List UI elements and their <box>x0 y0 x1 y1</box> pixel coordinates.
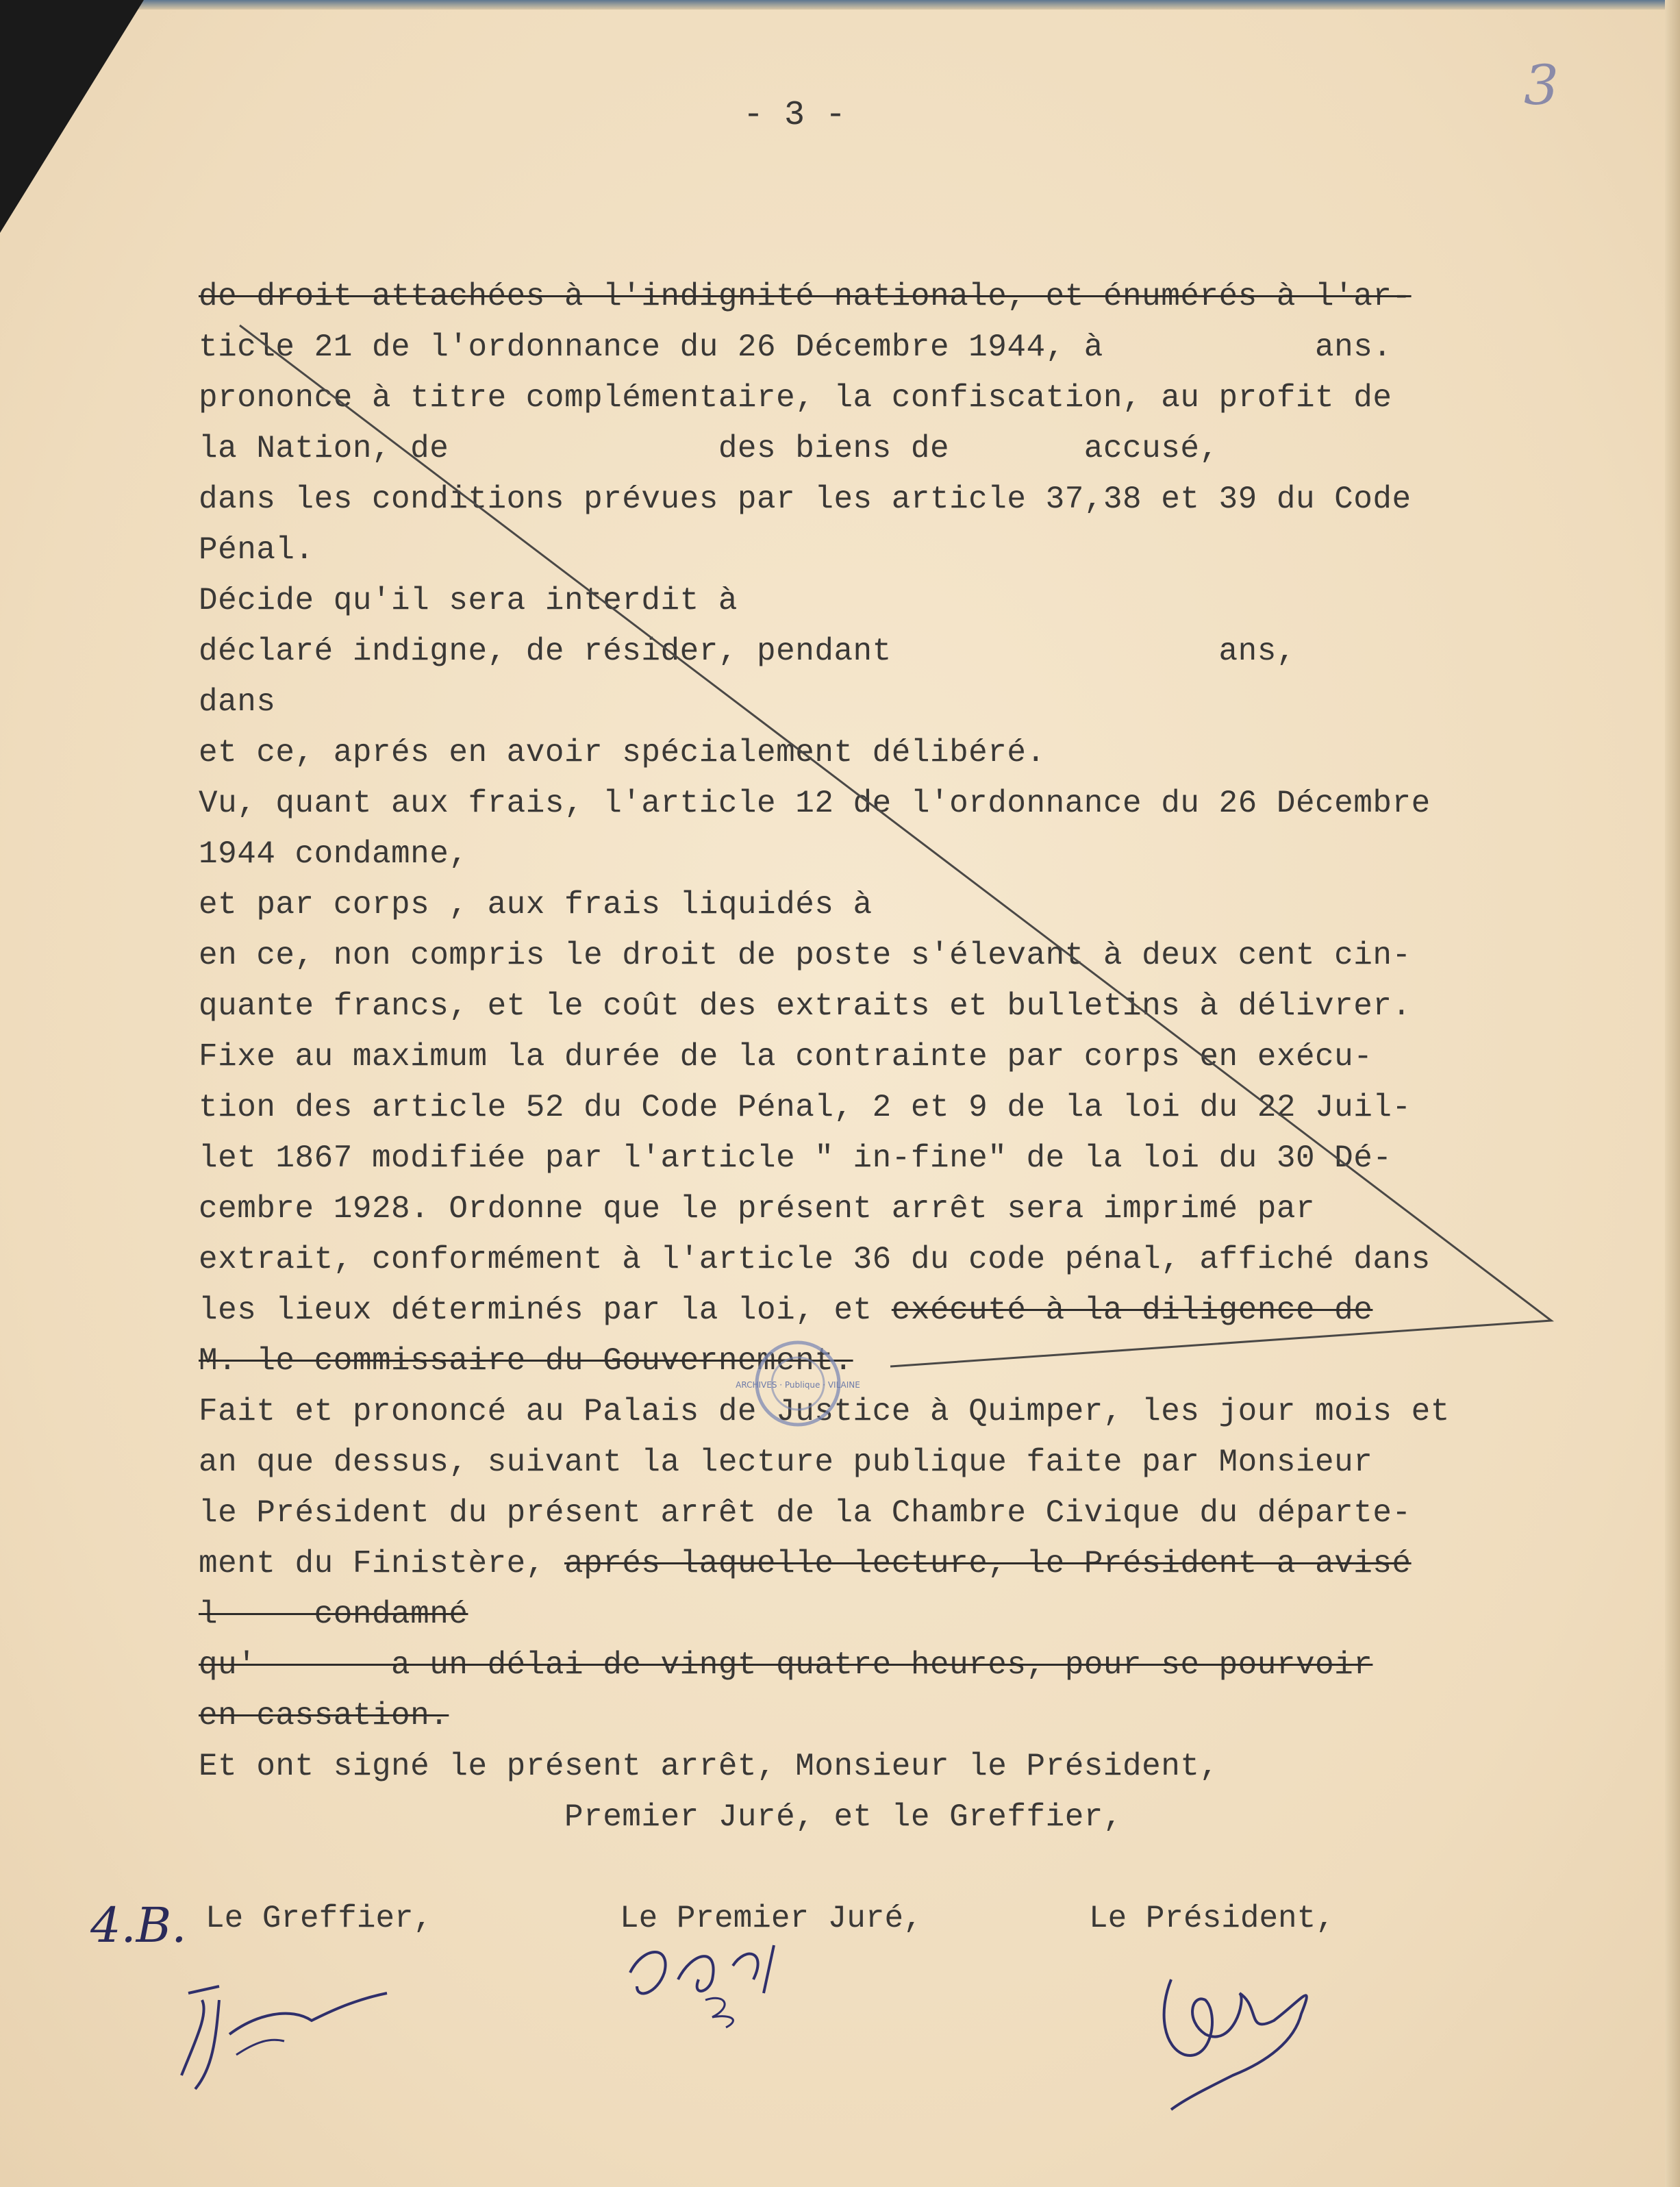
text-segment: Vu, quant aux frais, l'article 12 de l'ordonnance du 26 Décembre <box>199 786 1431 821</box>
struck-text-segment: l condamné <box>199 1597 468 1632</box>
text-segment: ticle 21 de l'ordonnance du 26 Décembre 1944, à ans. <box>199 329 1392 365</box>
stamp-text: ARCHIVES · Publique · VILAINE <box>736 1380 860 1390</box>
text-line <box>199 1038 1372 1076</box>
text-line <box>199 1646 1372 1684</box>
text-line <box>199 1240 1431 1279</box>
text-line <box>199 429 1219 468</box>
text-line <box>199 835 468 873</box>
text-line <box>199 277 1412 316</box>
premier-jure-label: Le Premier Juré, <box>620 1901 923 1936</box>
text-segment: Premier Juré, et le Greffier, <box>199 1799 1123 1835</box>
text-segment: Fixe au maximum la durée de la contrainte par corps en exécu- <box>199 1039 1373 1075</box>
text-segment: la Nation, de des biens de accusé, <box>199 431 1219 466</box>
torn-corner <box>0 0 144 233</box>
text-line <box>199 582 738 620</box>
right-edge-strip <box>1665 0 1680 2187</box>
text-segment: 1944 condamne, <box>199 836 468 872</box>
struck-text-segment: qu' a un délai de vingt quatre heures, pour se pourvoir <box>199 1647 1373 1683</box>
president-signature <box>1144 1959 1363 2123</box>
text-line <box>199 784 1431 823</box>
struck-text-segment: M. le commissaire du Gouvernement. <box>199 1343 853 1379</box>
struck-text-segment: exécuté à la diligence de <box>891 1292 1373 1328</box>
text-line <box>199 632 1296 671</box>
text-line <box>199 1291 1372 1329</box>
text-line <box>199 1595 468 1634</box>
struck-text-segment: aprés laquelle lecture, le Président a avisé <box>564 1546 1412 1582</box>
text-segment: tion des article 52 du Code Pénal, 2 et 9 de la loi du 22 Juil- <box>199 1090 1412 1125</box>
text-line <box>199 531 314 569</box>
text-segment: ment du Finistère, <box>199 1546 564 1582</box>
text-line <box>199 328 1392 366</box>
text-line <box>199 1443 1372 1482</box>
greffier-initials: 4.B. <box>90 1897 187 1953</box>
text-segment: déclaré indigne, de résider, pendant ans, <box>199 634 1296 669</box>
text-segment: Décide qu'il sera interdit à <box>199 583 738 618</box>
text-segment: let 1867 modifiée par l'article " in-fine" de la loi du 30 Dé- <box>199 1140 1392 1176</box>
text-segment: Et ont signé le présent arrêt, Monsieur le Président, <box>199 1749 1219 1784</box>
text-line <box>199 1190 1315 1228</box>
text-segment: les lieux déterminés par la loi, et <box>199 1292 892 1328</box>
text-segment: et ce, aprés en avoir spécialement délibéré. <box>199 735 1046 771</box>
text-segment: et par corps , aux frais liquidés à <box>199 887 873 923</box>
archive-page-number: 3 <box>1524 53 1559 117</box>
president-label: Le Président, <box>1089 1901 1335 1936</box>
archive-stamp <box>736 1339 860 1428</box>
struck-text-segment: en cassation. <box>199 1698 449 1734</box>
text-line <box>199 886 873 924</box>
text-line <box>199 1139 1392 1177</box>
greffier-label: Le Greffier, <box>205 1901 433 1936</box>
text-segment: extrait, conformément à l'article 36 du code pénal, affiché dans <box>199 1242 1431 1277</box>
text-segment: quante francs, et le coût des extraits et bulletins à délivrer. <box>199 988 1412 1024</box>
text-segment: le Président du présent arrêt de la Chambre Civique du départe- <box>199 1495 1412 1531</box>
text-line <box>199 1088 1412 1127</box>
text-line <box>199 936 1412 975</box>
text-line <box>199 379 1392 417</box>
greffier-signature <box>154 1973 414 2096</box>
text-line <box>199 683 275 721</box>
text-line <box>199 1494 1412 1532</box>
top-edge-strip <box>137 0 1680 10</box>
text-segment: en ce, non compris le droit de poste s'élevant à deux cent cin- <box>199 938 1412 973</box>
text-segment: Fait et prononcé au Palais de Justice à Quimper, les jour mois et <box>199 1394 1450 1429</box>
text-line <box>199 1697 449 1735</box>
text-segment: dans les conditions prévues par les article 37,38 et 39 du Code <box>199 482 1412 517</box>
text-segment: prononce à titre complémentaire, la confiscation, au profit de <box>199 380 1392 416</box>
text-segment: dans <box>199 684 276 720</box>
page-number: - 3 - <box>743 96 847 135</box>
text-segment: an que dessus, suivant la lecture publique faite par Monsieur <box>199 1445 1373 1480</box>
text-line <box>199 734 1046 772</box>
text-line <box>199 1747 1219 1786</box>
text-line <box>199 1545 1412 1583</box>
premier-jure-signature <box>616 1932 842 2034</box>
text-line <box>199 987 1412 1025</box>
text-segment: Pénal. <box>199 532 314 568</box>
text-segment: cembre 1928. Ordonne que le présent arrêt sera imprimé par <box>199 1191 1316 1227</box>
struck-text-segment: de droit attachées à l'indignité nationale, et énumérés à l'ar- <box>199 279 1412 314</box>
text-line <box>199 1798 1123 1836</box>
text-line <box>199 480 1412 518</box>
